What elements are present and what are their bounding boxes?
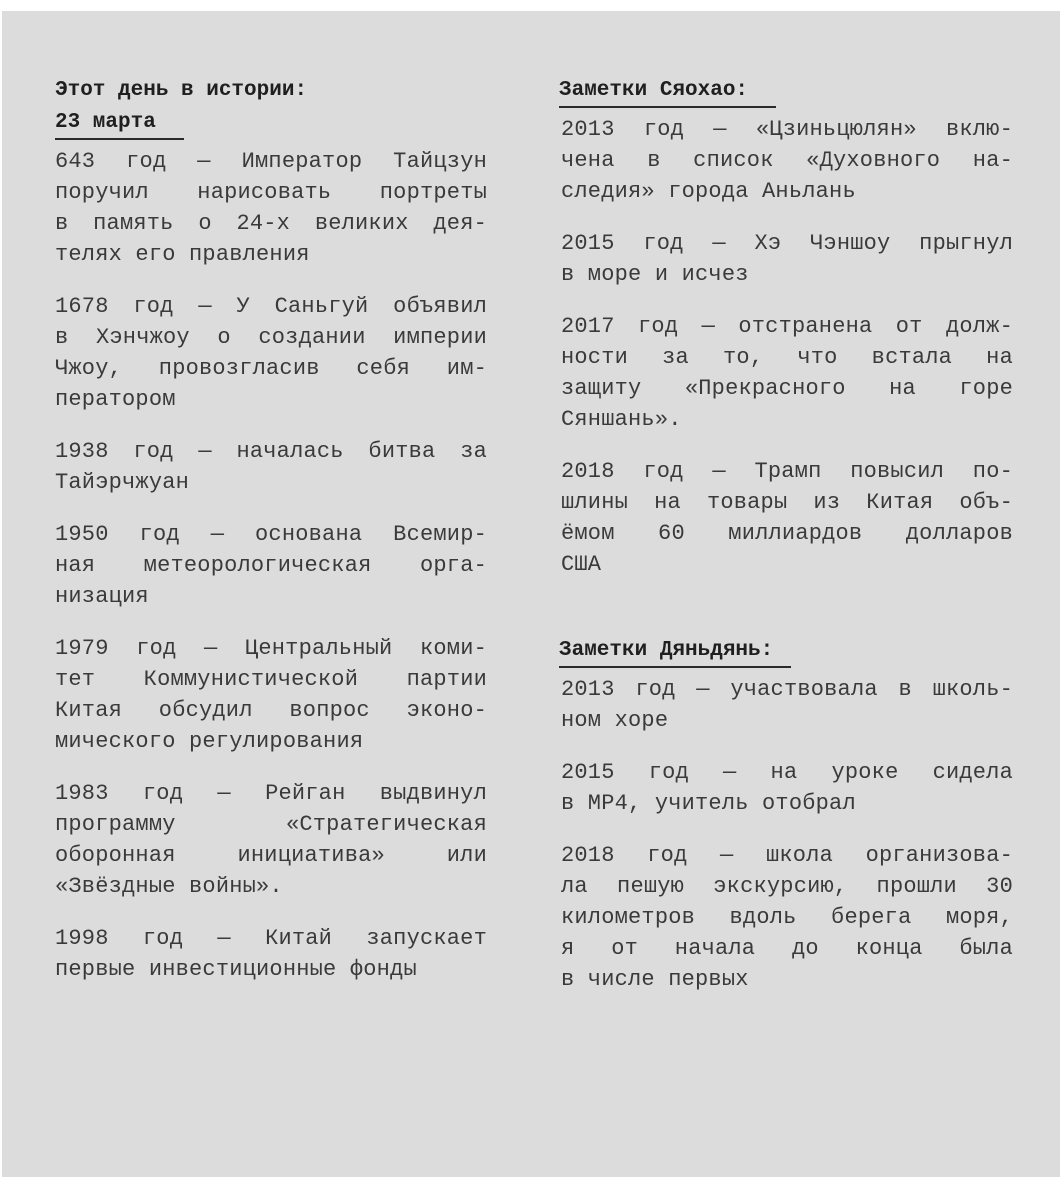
history-entry (55, 778, 487, 902)
entry-line: следия» города Аньлань (561, 179, 856, 204)
entry-line: Сяншань». (561, 407, 682, 432)
entry-line: ператором (55, 387, 176, 412)
history-entry (55, 519, 487, 612)
entry-line: 1998 год — Китай запускает (55, 926, 487, 951)
entry-line: поручил нарисовать портреты (55, 180, 487, 205)
diandian-entry (561, 757, 1013, 819)
entry-line: Китая обсудил вопрос эконо- (55, 698, 487, 723)
xiaohao-entry (561, 114, 1013, 207)
entry-line: «Звёздные войны». (55, 874, 283, 899)
entry-line: 1938 год — началась битва за (55, 439, 487, 464)
entry-line: 2018 год — Трамп повысил по- (561, 459, 1013, 484)
section-spacer (561, 601, 1013, 634)
entry-line: Тайэрчжуан (55, 470, 190, 495)
entry-line: ном хоре (561, 708, 669, 733)
xiaohao-entry (561, 311, 1013, 435)
page-panel (2, 11, 1060, 1177)
entry-line: ла пешую экскурсию, прошли 30 (561, 874, 1013, 899)
entry-line: первые инвестиционные фонды (55, 957, 417, 982)
history-entry (55, 146, 487, 270)
entry-line: 2013 год — участвовала в школь- (561, 677, 1013, 702)
entry-line: тет Коммунистической партии (55, 667, 487, 692)
entry-line: оборонная инициатива» или (55, 843, 487, 868)
history-column (55, 74, 487, 1006)
entry-line: я от начала до конца была (561, 936, 1013, 961)
entry-line: телях его правления (55, 242, 310, 267)
entry-line: в море и исчез (561, 262, 749, 287)
entry-line: 1983 год — Рейган выдвинул (55, 781, 487, 806)
entry-line: 2015 год — на уроке сидела (561, 760, 1013, 785)
entry-line: ная метеорологическая орга- (55, 553, 487, 578)
xiaohao-heading-block (561, 74, 1013, 108)
entry-line: 1979 год — Центральный коми- (55, 636, 487, 661)
entry-line: в числе первых (561, 967, 749, 992)
diandian-entry (561, 674, 1013, 736)
entry-line: мического регулирования (55, 729, 364, 754)
entry-line: низация (55, 584, 149, 609)
entry-line: 1678 год — У Саньгуй объявил (55, 294, 487, 319)
xiaohao-entry (561, 456, 1013, 580)
diandian-heading-block (561, 634, 1013, 668)
history-heading (55, 74, 487, 140)
history-heading-date: 23 марта (55, 107, 184, 140)
entry-line: в память о 24-х великих дея- (55, 211, 487, 236)
history-entry (55, 436, 487, 498)
entry-line: 2018 год — школа организова- (561, 843, 1013, 868)
history-entry (55, 633, 487, 757)
history-entry (55, 923, 487, 985)
xiaohao-heading: Заметки Сяохао: (559, 75, 776, 108)
entry-line: Чжоу, провозгласив себя им- (55, 356, 487, 381)
entry-line: программу «Стратегическая (55, 812, 487, 837)
entry-line: защиту «Прекрасного на горе (561, 376, 1013, 401)
diandian-entry (561, 840, 1013, 995)
entry-line: 2013 год — «Цзиньцюлян» вклю- (561, 117, 1013, 142)
entry-line: чена в список «Духовного на- (561, 148, 1013, 173)
entry-line: США (561, 552, 602, 577)
entry-line: ности за то, что встала на (561, 345, 1013, 370)
entry-line: в Хэнчжоу о создании империи (55, 325, 487, 350)
entry-line: 2017 год — отстранена от долж- (561, 314, 1013, 339)
entry-line: километров вдоль берега моря, (561, 905, 1013, 930)
xiaohao-entry (561, 228, 1013, 290)
entry-line: в MP4, учитель отобрал (561, 791, 856, 816)
history-heading-line1: Этот день в истории: (55, 79, 308, 102)
notes-column (561, 74, 1013, 1016)
entry-line: шлины на товары из Китая объ- (561, 490, 1013, 515)
history-entry (55, 291, 487, 415)
entry-line: ёмом 60 миллиардов долларов (561, 521, 1013, 546)
entry-line: 2015 год — Хэ Чэншоу прыгнул (561, 231, 1013, 256)
entry-line: 1950 год — основана Всемир- (55, 522, 487, 547)
entry-line: 643 год — Император Тайцзун (55, 149, 487, 174)
diandian-heading: Заметки Дяньдянь: (559, 635, 791, 668)
